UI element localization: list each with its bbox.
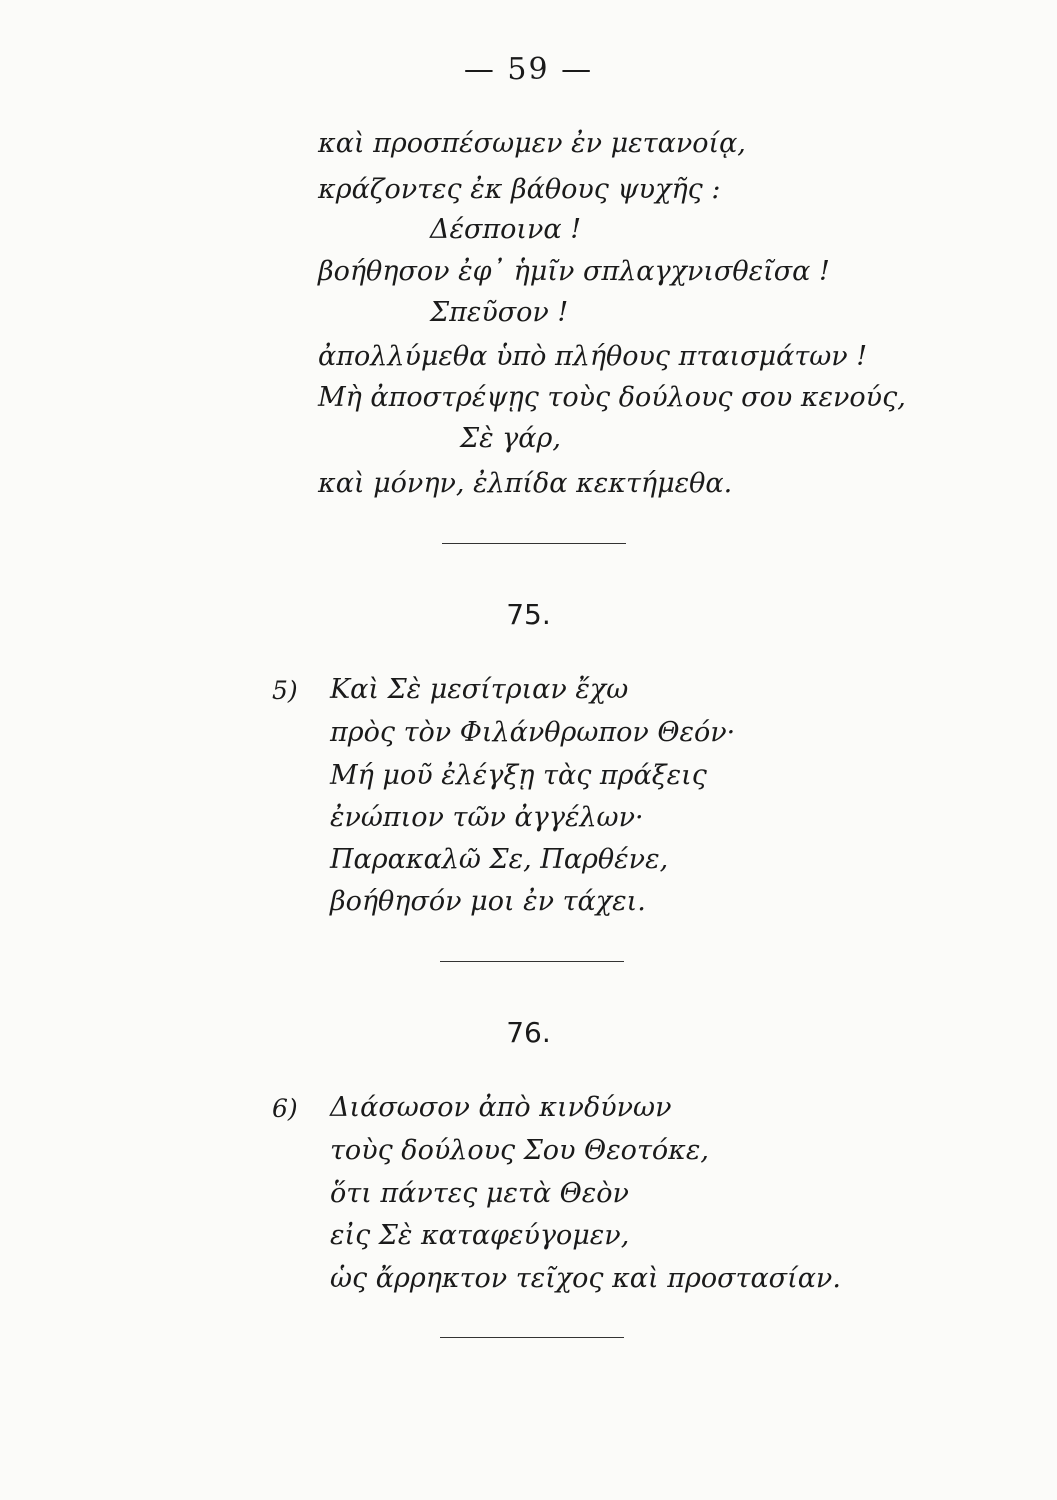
- verse-line: τοὺς δούλους Σου Θεοτόκε,: [330, 1135, 709, 1166]
- verse-line: ὡς ἄρρηκτον τεῖχος καὶ προστασίαν.: [330, 1263, 841, 1294]
- section-divider: [440, 961, 624, 962]
- verse-line: εἰς Σὲ καταφεύγομεν,: [330, 1220, 630, 1251]
- hymn-number: 76.: [506, 1016, 551, 1049]
- section-divider: [442, 543, 626, 544]
- verse-line: καὶ μόνην, ἐλπίδα κεκτήμεθα.: [318, 468, 733, 499]
- verse-line: Σπεῦσον !: [430, 297, 569, 328]
- verse-line: Σὲ γάρ,: [460, 423, 561, 454]
- section-divider: [440, 1337, 624, 1338]
- verse-line: κράζοντες ἐκ βάθους ψυχῆς :: [318, 174, 721, 205]
- page-number: — 59 —: [463, 52, 594, 87]
- verse-line: Μή μοῦ ἐλέγξῃ τὰς πράξεις: [330, 760, 707, 791]
- verse-line: Παρακαλῶ Σε, Παρθένε,: [330, 844, 669, 875]
- verse-line: Δέσποινα !: [430, 214, 582, 245]
- verse-line: πρὸς τὸν Φιλάνθρωπον Θεόν·: [330, 717, 736, 748]
- verse-line: ἀπολλύμεθα ὑπὸ πλήθους πταισμάτων !: [318, 341, 868, 372]
- verse-line: καὶ προσπέσωμεν ἐν μετανοίᾳ,: [318, 128, 746, 159]
- verse-label: 6): [272, 1094, 298, 1123]
- verse-line: Διάσωσον ἀπὸ κινδύνων: [330, 1092, 672, 1123]
- verse-line: βοήθησόν μοι ἐν τάχει.: [330, 886, 646, 917]
- verse-line: ὅτι πάντες μετὰ Θεὸν: [330, 1178, 629, 1209]
- hymn-number: 75.: [506, 598, 551, 631]
- verse-line: Καὶ Σὲ μεσίτριαν ἔχω: [330, 674, 629, 705]
- verse-line: ἐνώπιον τῶν ἀγγέλων·: [330, 802, 644, 833]
- verse-line: Μὴ ἀποστρέψῃς τοὺς δούλους σου κενούς,: [318, 382, 906, 413]
- verse-line: βοήθησον ἐφ᾽ ἡμῖν σπλαγχνισθεῖσα !: [318, 256, 830, 287]
- verse-label: 5): [272, 676, 298, 705]
